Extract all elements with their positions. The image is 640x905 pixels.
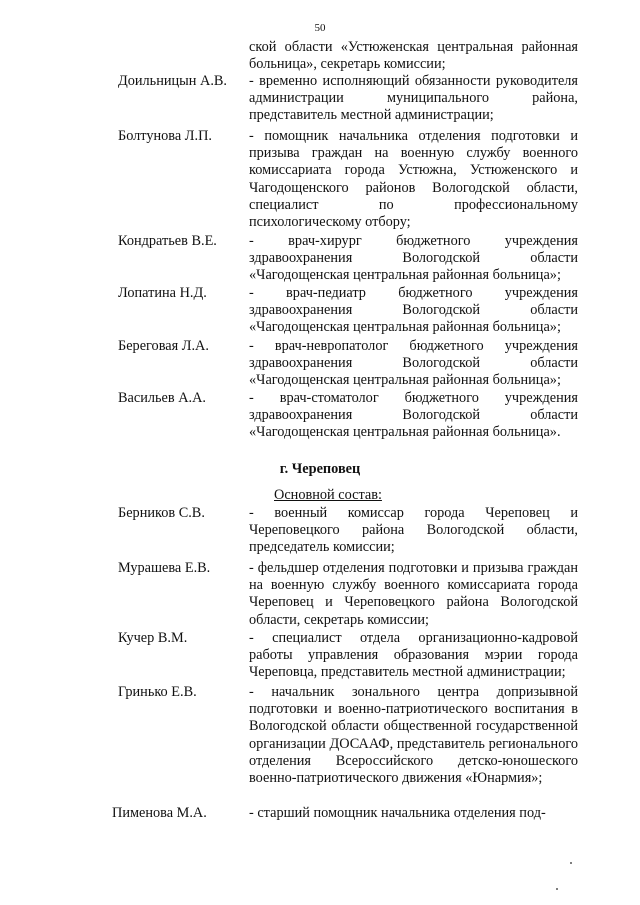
member-description: - помощник начальника отделения подготовки и призыва граждан на военную службу военного комиссариата города Устюжна, Устюженского и Чагодощенского районов Вологодской области, специалист по профессиональному психологическому отбору;	[249, 128, 578, 231]
member-description: - временно исполняющий обязанности руководителя администрации муниципального района, представитель местной администрации;	[249, 73, 578, 124]
section-subtitle: Основной состав:	[274, 487, 382, 503]
scan-speck	[556, 888, 558, 890]
member-description: - фельдшер отделения подготовки и призыва граждан на военную службу военного комиссариата города Череповец и Череповецкого района Вологодской области, секретарь комиссии;	[249, 560, 578, 628]
section-title: г. Череповец	[279, 461, 361, 477]
member-name: Васильев А.А.	[118, 390, 207, 406]
page-number: 50	[314, 22, 326, 34]
member-name: Доильницын А.В.	[118, 73, 227, 89]
member-description: - врач-педиатр бюджетного учреждения здравоохранения Вологодской области «Чагодощенская центральная районная больница»;	[249, 285, 578, 336]
member-description: - начальник зонального центра допризывной подготовки и военно-патриотического воспитания в Вологодской области общественной государственной организации ДОСААФ, представитель регионального отделения Всероссийского детско-юношеского военно-патриотического движения «Юнармия»;	[249, 684, 578, 787]
member-description: - врач-невропатолог бюджетного учреждения здравоохранения Вологодской области «Чагодощенская центральная районная больница»;	[249, 338, 578, 389]
member-description: - врач-хирург бюджетного учреждения здравоохранения Вологодской области «Чагодощенская центральная районная больница»;	[249, 233, 578, 284]
member-name: Мурашева Е.В.	[118, 560, 211, 576]
member-description: - военный комиссар города Череповец и Череповецкого района Вологодской области, председатель комиссии;	[249, 505, 578, 556]
continuation-text: ской области «Устюженская центральная районная больница», секретарь комиссии;	[249, 39, 578, 73]
member-name: Пименова М.А.	[112, 805, 207, 821]
member-name: Болтунова Л.П.	[118, 128, 212, 144]
member-name: Берников С.В.	[118, 505, 205, 521]
member-name: Гринько Е.В.	[118, 684, 197, 700]
member-name: Кондратьев В.Е.	[118, 233, 217, 249]
member-description: - врач-стоматолог бюджетного учреждения здравоохранения Вологодской области «Чагодощенская центральная районная больница».	[249, 390, 578, 441]
member-name: Береговая Л.А.	[118, 338, 209, 354]
member-description: - старший помощник начальника отделения под-	[249, 805, 546, 821]
member-description: - специалист отдела организационно-кадровой работы управления образования мэрии города Череповца, представитель местной администрации;	[249, 630, 578, 681]
member-name: Кучер В.М.	[118, 630, 188, 646]
scan-speck	[570, 862, 572, 864]
member-name: Лопатина Н.Д.	[118, 285, 207, 301]
